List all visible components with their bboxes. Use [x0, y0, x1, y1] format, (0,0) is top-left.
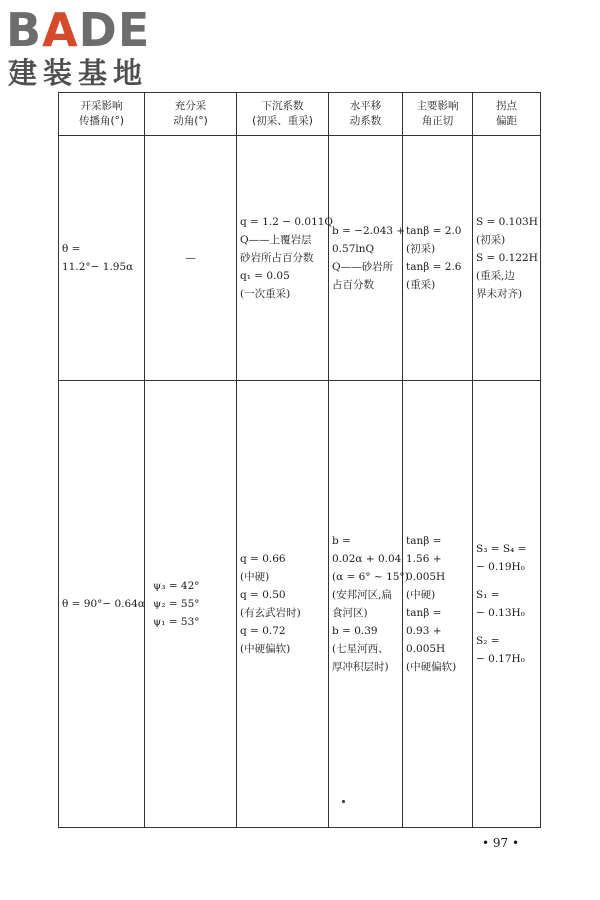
table-cell: ψ₃ = 42° ψ₂ = 55° ψ₁ = 53° — [145, 381, 237, 828]
table-row — [59, 136, 541, 381]
logo — [6, 4, 186, 94]
table-row — [59, 381, 541, 828]
table-cell: S = 0.103H (初采) S = 0.122H (重采,边 界未对齐) — [473, 136, 541, 381]
table-cell: — — [145, 136, 237, 381]
table-header-row — [59, 93, 541, 136]
table-cell: S₃ = S₄ = − 0.19H₀ S₁ = − 0.13H₀ S₂ = − 0.17H₀ — [473, 381, 541, 828]
header-cell: 下沉系数 (初采、重采) — [237, 93, 329, 136]
table-cell: q = 1.2 − 0.011Q Q——上覆岩层 砂岩所占百分数 q₁ = 0.05 (一次重采) — [237, 136, 329, 381]
header-cell: 拐点 偏距 — [473, 93, 541, 136]
header-cell: 主要影响 角正切 — [403, 93, 473, 136]
table-cell: b = 0.02α + 0.04 (α = 6° ~ 15°) (安邦河区,扁 食河区) b = 0.39 (七星河西、 厚冲积层时) — [329, 381, 403, 828]
table-cell: θ = 11.2°− 1.95α — [59, 136, 145, 381]
table-cell: tanβ = 2.0 (初采) tanβ = 2.6 (重采) — [403, 136, 473, 381]
table-cell: b = −2.043 + 0.57lnQ Q——砂岩所 占百分数 — [329, 136, 403, 381]
logo-chinese: 建装基地 — [8, 56, 149, 90]
logo-wordmark: BADE — [6, 3, 151, 57]
parameter-table — [58, 92, 541, 828]
header-cell: 水平移 动系数 — [329, 93, 403, 136]
page-number: • 97 • — [482, 836, 520, 850]
header-cell: 开采影响 传播角(°) — [59, 93, 145, 136]
table-cell: tanβ = 1.56 + 0.005H (中硬) tanβ = 0.93 + 0.005H (中硬偏软) — [403, 381, 473, 828]
table-cell: θ = 90°− 0.64α — [59, 381, 145, 828]
header-cell: 充分采 动角(°) — [145, 93, 237, 136]
stray-dot — [342, 800, 345, 803]
table-cell: q = 0.66 (中硬) q = 0.50 (有玄武岩时) q = 0.72 (中硬偏软) — [237, 381, 329, 828]
